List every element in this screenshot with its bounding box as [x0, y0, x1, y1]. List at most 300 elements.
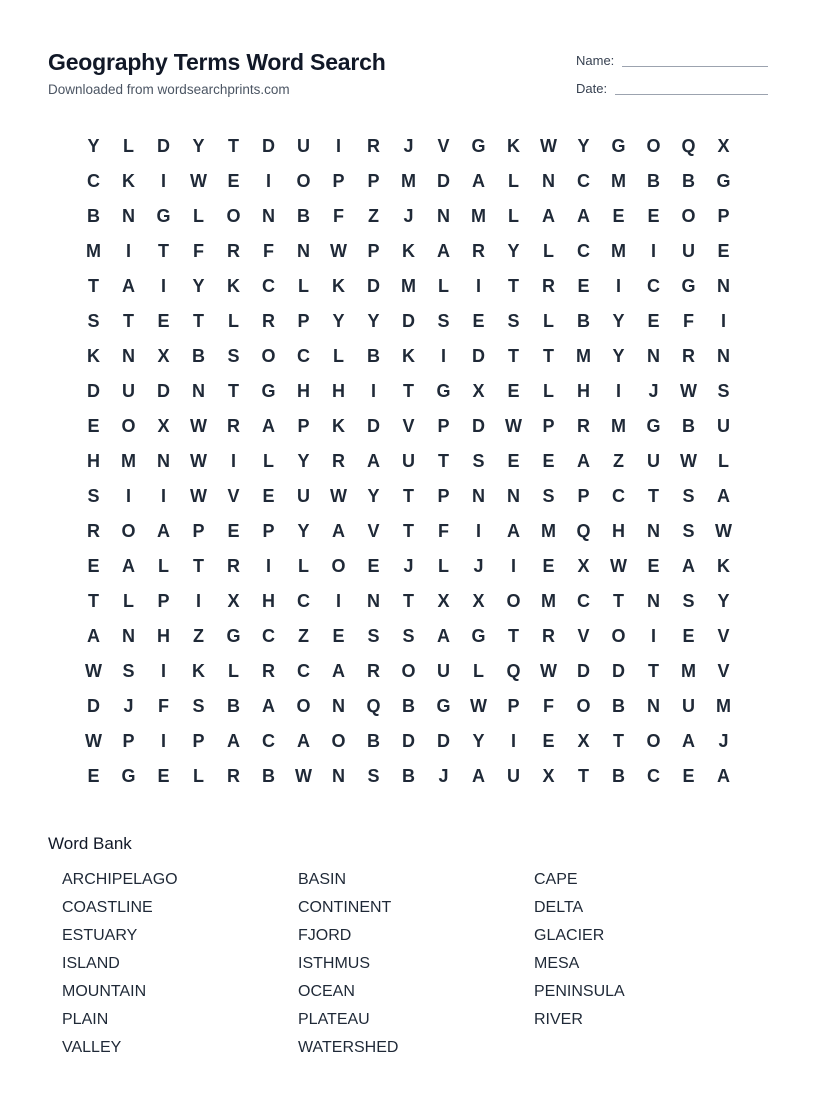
grid-cell[interactable]: P	[122, 731, 135, 751]
grid-cell[interactable]: O	[576, 696, 591, 716]
grid-cell[interactable]: D	[262, 136, 275, 156]
grid-cell[interactable]: I	[335, 136, 341, 156]
grid-cell[interactable]: D	[402, 731, 415, 751]
grid-cell[interactable]: L	[543, 381, 554, 401]
grid-cell[interactable]: E	[507, 451, 520, 471]
grid-cell[interactable]: V	[227, 486, 240, 506]
grid-cell[interactable]: S	[472, 451, 485, 471]
grid-cell[interactable]: T	[403, 591, 414, 611]
grid-cell[interactable]: L	[333, 346, 344, 366]
grid-cell[interactable]: U	[297, 486, 310, 506]
grid-cell[interactable]: P	[507, 696, 520, 716]
grid-cell[interactable]: D	[87, 381, 100, 401]
grid-cell[interactable]: E	[682, 626, 695, 646]
grid-cell[interactable]: B	[682, 171, 695, 191]
grid-cell[interactable]: I	[160, 486, 166, 506]
grid-cell[interactable]: Y	[472, 731, 485, 751]
grid-cell[interactable]: M	[86, 241, 101, 261]
grid-cell[interactable]: H	[577, 381, 590, 401]
grid-cell[interactable]: T	[123, 311, 134, 331]
grid-cell[interactable]: I	[125, 241, 131, 261]
grid-cell[interactable]: O	[506, 591, 521, 611]
grid-cell[interactable]: W	[680, 451, 697, 471]
grid-cell[interactable]: F	[438, 521, 449, 541]
grid-cell[interactable]: W	[85, 731, 102, 751]
grid-cell[interactable]: N	[647, 346, 660, 366]
grid-cell[interactable]: G	[121, 766, 136, 786]
grid-cell[interactable]: Z	[193, 626, 204, 646]
grid-cell[interactable]: C	[87, 171, 100, 191]
grid-cell[interactable]: D	[577, 661, 590, 681]
grid-cell[interactable]: V	[367, 521, 380, 541]
grid-cell[interactable]: W	[715, 521, 732, 541]
grid-cell[interactable]: W	[680, 381, 697, 401]
grid-cell[interactable]: T	[88, 276, 99, 296]
grid-cell[interactable]: N	[647, 591, 660, 611]
grid-cell[interactable]: L	[298, 276, 309, 296]
grid-cell[interactable]: B	[262, 766, 275, 786]
grid-cell[interactable]: B	[297, 206, 310, 226]
grid-cell[interactable]: E	[262, 486, 275, 506]
grid-cell[interactable]: W	[505, 416, 522, 436]
grid-cell[interactable]: A	[227, 731, 240, 751]
grid-cell[interactable]: R	[227, 241, 240, 261]
grid-cell[interactable]: M	[681, 661, 696, 681]
grid-cell[interactable]: U	[122, 381, 135, 401]
grid-cell[interactable]: I	[615, 276, 621, 296]
grid-cell[interactable]: V	[437, 136, 450, 156]
grid-cell[interactable]: I	[650, 241, 656, 261]
grid-cell[interactable]: G	[436, 381, 451, 401]
grid-cell[interactable]: O	[611, 626, 626, 646]
grid-cell[interactable]: I	[265, 556, 271, 576]
grid-cell[interactable]: S	[402, 626, 415, 646]
grid-cell[interactable]: C	[297, 591, 310, 611]
grid-cell[interactable]: C	[577, 241, 590, 261]
grid-cell[interactable]: B	[577, 311, 590, 331]
grid-cell[interactable]: T	[578, 766, 589, 786]
grid-cell[interactable]: N	[122, 626, 135, 646]
grid-cell[interactable]: A	[577, 206, 590, 226]
grid-cell[interactable]: A	[472, 766, 485, 786]
grid-cell[interactable]: N	[717, 276, 730, 296]
grid-cell[interactable]: E	[87, 556, 100, 576]
grid-cell[interactable]: G	[471, 136, 486, 156]
grid-cell[interactable]: C	[647, 276, 660, 296]
grid-cell[interactable]: P	[437, 416, 450, 436]
grid-cell[interactable]: T	[88, 591, 99, 611]
grid-cell[interactable]: G	[261, 381, 276, 401]
grid-cell[interactable]: R	[262, 661, 275, 681]
grid-cell[interactable]: U	[402, 451, 415, 471]
grid-cell[interactable]: E	[87, 416, 100, 436]
grid-cell[interactable]: N	[157, 451, 170, 471]
grid-cell[interactable]: F	[543, 696, 554, 716]
grid-cell[interactable]: K	[507, 136, 520, 156]
grid-cell[interactable]: I	[160, 661, 166, 681]
grid-cell[interactable]: A	[332, 521, 345, 541]
date-line[interactable]	[615, 94, 768, 95]
grid-cell[interactable]: Y	[612, 311, 625, 331]
grid-cell[interactable]: A	[262, 416, 275, 436]
grid-cell[interactable]: T	[403, 486, 414, 506]
grid-cell[interactable]: M	[576, 346, 591, 366]
grid-cell[interactable]: N	[297, 241, 310, 261]
grid-cell[interactable]: T	[508, 346, 519, 366]
grid-cell[interactable]: L	[508, 171, 519, 191]
grid-cell[interactable]: U	[437, 661, 450, 681]
grid-cell[interactable]: L	[543, 241, 554, 261]
grid-cell[interactable]: L	[123, 591, 134, 611]
grid-cell[interactable]: A	[682, 556, 695, 576]
grid-cell[interactable]: L	[508, 206, 519, 226]
grid-cell[interactable]: C	[577, 591, 590, 611]
grid-cell[interactable]: U	[682, 241, 695, 261]
grid-cell[interactable]: I	[440, 346, 446, 366]
grid-cell[interactable]: N	[542, 171, 555, 191]
grid-cell[interactable]: T	[228, 381, 239, 401]
grid-cell[interactable]: Y	[297, 451, 310, 471]
grid-cell[interactable]: R	[227, 766, 240, 786]
grid-cell[interactable]: Y	[367, 486, 380, 506]
grid-cell[interactable]: D	[367, 416, 380, 436]
grid-cell[interactable]: Y	[367, 311, 380, 331]
grid-cell[interactable]: G	[471, 626, 486, 646]
grid-cell[interactable]: P	[262, 521, 275, 541]
grid-cell[interactable]: T	[508, 626, 519, 646]
grid-cell[interactable]: W	[610, 556, 627, 576]
grid-cell[interactable]: C	[297, 661, 310, 681]
grid-cell[interactable]: M	[611, 241, 626, 261]
grid-cell[interactable]: R	[87, 521, 100, 541]
grid-cell[interactable]: L	[158, 556, 169, 576]
grid-cell[interactable]: N	[647, 521, 660, 541]
grid-cell[interactable]: T	[403, 381, 414, 401]
grid-cell[interactable]: O	[121, 521, 136, 541]
grid-cell[interactable]: E	[717, 241, 730, 261]
grid-cell[interactable]: K	[332, 276, 345, 296]
grid-cell[interactable]: N	[192, 381, 205, 401]
grid-cell[interactable]: O	[681, 206, 696, 226]
grid-cell[interactable]: T	[613, 591, 624, 611]
grid-cell[interactable]: B	[367, 731, 380, 751]
grid-cell[interactable]: H	[612, 521, 625, 541]
grid-cell[interactable]: D	[437, 171, 450, 191]
grid-cell[interactable]: C	[612, 486, 625, 506]
grid-cell[interactable]: R	[367, 661, 380, 681]
grid-cell[interactable]: X	[577, 556, 590, 576]
grid-cell[interactable]: A	[542, 206, 555, 226]
grid-cell[interactable]: O	[226, 206, 241, 226]
grid-cell[interactable]: S	[717, 381, 730, 401]
grid-cell[interactable]: P	[367, 241, 380, 261]
grid-cell[interactable]: O	[296, 171, 311, 191]
grid-cell[interactable]: W	[190, 416, 207, 436]
grid-cell[interactable]: A	[472, 171, 485, 191]
grid-cell[interactable]: F	[333, 206, 344, 226]
grid-cell[interactable]: V	[717, 626, 730, 646]
grid-cell[interactable]: E	[612, 206, 625, 226]
grid-cell[interactable]: W	[540, 136, 557, 156]
grid-cell[interactable]: D	[472, 416, 485, 436]
grid-cell[interactable]: J	[438, 766, 449, 786]
grid-cell[interactable]: L	[193, 206, 204, 226]
grid-cell[interactable]: I	[160, 731, 166, 751]
grid-cell[interactable]: T	[403, 521, 414, 541]
grid-cell[interactable]: D	[157, 136, 170, 156]
grid-cell[interactable]: S	[87, 486, 100, 506]
grid-cell[interactable]: B	[367, 346, 380, 366]
grid-cell[interactable]: F	[193, 241, 204, 261]
grid-cell[interactable]: L	[123, 136, 134, 156]
grid-cell[interactable]: A	[262, 696, 275, 716]
grid-cell[interactable]: T	[648, 661, 659, 681]
grid-cell[interactable]: W	[330, 241, 347, 261]
grid-cell[interactable]: W	[190, 486, 207, 506]
grid-cell[interactable]: X	[577, 731, 590, 751]
grid-cell[interactable]: W	[330, 486, 347, 506]
grid-cell[interactable]: S	[507, 311, 520, 331]
grid-cell[interactable]: S	[227, 346, 240, 366]
grid-cell[interactable]: C	[647, 766, 660, 786]
grid-cell[interactable]: Q	[576, 521, 591, 541]
grid-cell[interactable]: U	[647, 451, 660, 471]
grid-cell[interactable]: M	[471, 206, 486, 226]
grid-cell[interactable]: G	[156, 206, 171, 226]
grid-cell[interactable]: N	[717, 346, 730, 366]
grid-cell[interactable]: R	[542, 626, 555, 646]
grid-cell[interactable]: I	[125, 486, 131, 506]
grid-cell[interactable]: O	[646, 136, 661, 156]
grid-cell[interactable]: N	[262, 206, 275, 226]
grid-cell[interactable]: N	[472, 486, 485, 506]
grid-cell[interactable]: T	[508, 276, 519, 296]
grid-cell[interactable]: A	[682, 731, 695, 751]
grid-cell[interactable]: L	[298, 556, 309, 576]
grid-cell[interactable]: O	[331, 731, 346, 751]
grid-cell[interactable]: R	[472, 241, 485, 261]
grid-cell[interactable]: Z	[368, 206, 379, 226]
grid-cell[interactable]: M	[716, 696, 731, 716]
grid-cell[interactable]: T	[228, 136, 239, 156]
grid-cell[interactable]: I	[510, 556, 516, 576]
grid-cell[interactable]: N	[122, 346, 135, 366]
grid-cell[interactable]: X	[542, 766, 555, 786]
grid-cell[interactable]: L	[228, 661, 239, 681]
grid-cell[interactable]: E	[647, 206, 660, 226]
grid-cell[interactable]: U	[507, 766, 520, 786]
grid-cell[interactable]: P	[577, 486, 590, 506]
grid-cell[interactable]: S	[542, 486, 555, 506]
grid-cell[interactable]: D	[472, 346, 485, 366]
grid-cell[interactable]: S	[192, 696, 205, 716]
grid-cell[interactable]: B	[402, 696, 415, 716]
grid-cell[interactable]: B	[87, 206, 100, 226]
grid-cell[interactable]: L	[473, 661, 484, 681]
grid-cell[interactable]: R	[367, 136, 380, 156]
grid-cell[interactable]: E	[227, 521, 240, 541]
grid-cell[interactable]: K	[332, 416, 345, 436]
grid-cell[interactable]: J	[403, 556, 414, 576]
grid-cell[interactable]: W	[190, 171, 207, 191]
grid-cell[interactable]: I	[510, 731, 516, 751]
grid-cell[interactable]: E	[682, 766, 695, 786]
grid-cell[interactable]: U	[682, 696, 695, 716]
grid-cell[interactable]: E	[507, 381, 520, 401]
grid-cell[interactable]: L	[193, 766, 204, 786]
grid-cell[interactable]: G	[646, 416, 661, 436]
grid-cell[interactable]: A	[332, 661, 345, 681]
grid-cell[interactable]: Y	[87, 136, 100, 156]
grid-cell[interactable]: O	[261, 346, 276, 366]
grid-cell[interactable]: Y	[192, 276, 205, 296]
grid-cell[interactable]: F	[683, 311, 694, 331]
grid-cell[interactable]: I	[475, 276, 481, 296]
grid-cell[interactable]: E	[367, 556, 380, 576]
grid-cell[interactable]: T	[158, 241, 169, 261]
grid-cell[interactable]: G	[681, 276, 696, 296]
grid-cell[interactable]: E	[227, 171, 240, 191]
grid-cell[interactable]: H	[332, 381, 345, 401]
grid-cell[interactable]: M	[401, 276, 416, 296]
grid-cell[interactable]: X	[157, 346, 170, 366]
grid-cell[interactable]: A	[577, 451, 590, 471]
grid-cell[interactable]: J	[403, 136, 414, 156]
grid-cell[interactable]: I	[720, 311, 726, 331]
grid-cell[interactable]: C	[297, 346, 310, 366]
grid-cell[interactable]: X	[437, 591, 450, 611]
grid-cell[interactable]: K	[227, 276, 240, 296]
date-field[interactable]	[576, 77, 768, 97]
grid-cell[interactable]: S	[682, 521, 695, 541]
grid-cell[interactable]: A	[157, 521, 170, 541]
grid-cell[interactable]: P	[297, 416, 310, 436]
grid-cell[interactable]: X	[472, 381, 485, 401]
grid-cell[interactable]: T	[193, 556, 204, 576]
grid-cell[interactable]: A	[507, 521, 520, 541]
grid-cell[interactable]: A	[437, 626, 450, 646]
grid-cell[interactable]: A	[122, 276, 135, 296]
grid-cell[interactable]: N	[332, 766, 345, 786]
grid-cell[interactable]: B	[682, 416, 695, 436]
grid-cell[interactable]: P	[367, 171, 380, 191]
grid-cell[interactable]: Y	[577, 136, 590, 156]
grid-cell[interactable]: K	[402, 346, 415, 366]
grid-cell[interactable]: O	[296, 696, 311, 716]
grid-cell[interactable]: Q	[366, 696, 381, 716]
grid-cell[interactable]: I	[650, 626, 656, 646]
grid-cell[interactable]: J	[473, 556, 484, 576]
grid-cell[interactable]: N	[367, 591, 380, 611]
grid-cell[interactable]: V	[577, 626, 590, 646]
grid-cell[interactable]: G	[611, 136, 626, 156]
grid-cell[interactable]: S	[367, 626, 380, 646]
grid-cell[interactable]: S	[87, 311, 100, 331]
grid-cell[interactable]: S	[682, 486, 695, 506]
grid-cell[interactable]: B	[227, 696, 240, 716]
grid-cell[interactable]: M	[611, 416, 626, 436]
grid-cell[interactable]: I	[195, 591, 201, 611]
grid-cell[interactable]: N	[507, 486, 520, 506]
grid-cell[interactable]: E	[647, 556, 660, 576]
grid-cell[interactable]: N	[332, 696, 345, 716]
grid-cell[interactable]: Z	[613, 451, 624, 471]
grid-cell[interactable]: T	[543, 346, 554, 366]
grid-cell[interactable]: R	[332, 451, 345, 471]
grid-cell[interactable]: E	[542, 556, 555, 576]
grid-cell[interactable]: I	[265, 171, 271, 191]
grid-cell[interactable]: D	[402, 311, 415, 331]
grid-cell[interactable]: T	[613, 731, 624, 751]
grid-cell[interactable]: U	[717, 416, 730, 436]
grid-cell[interactable]: E	[157, 311, 170, 331]
grid-cell[interactable]: B	[402, 766, 415, 786]
grid-cell[interactable]: A	[717, 486, 730, 506]
grid-cell[interactable]: P	[717, 206, 730, 226]
grid-cell[interactable]: R	[577, 416, 590, 436]
grid-cell[interactable]: D	[367, 276, 380, 296]
grid-cell[interactable]: M	[541, 591, 556, 611]
grid-cell[interactable]: P	[437, 486, 450, 506]
grid-cell[interactable]: J	[648, 381, 659, 401]
grid-cell[interactable]: M	[121, 451, 136, 471]
grid-cell[interactable]: H	[157, 626, 170, 646]
grid-cell[interactable]: W	[295, 766, 312, 786]
grid-cell[interactable]: E	[542, 451, 555, 471]
grid-cell[interactable]: B	[612, 696, 625, 716]
grid-cell[interactable]: F	[263, 241, 274, 261]
grid-cell[interactable]: Y	[507, 241, 520, 261]
grid-cell[interactable]: P	[192, 731, 205, 751]
grid-cell[interactable]: W	[85, 661, 102, 681]
grid-cell[interactable]: H	[87, 451, 100, 471]
grid-cell[interactable]: N	[122, 206, 135, 226]
grid-cell[interactable]: B	[647, 171, 660, 191]
grid-cell[interactable]: X	[227, 591, 240, 611]
grid-cell[interactable]: P	[192, 521, 205, 541]
grid-cell[interactable]: M	[611, 171, 626, 191]
grid-cell[interactable]: R	[227, 556, 240, 576]
grid-cell[interactable]: Y	[192, 136, 205, 156]
grid-cell[interactable]: O	[331, 556, 346, 576]
grid-cell[interactable]: W	[190, 451, 207, 471]
grid-cell[interactable]: Y	[717, 591, 730, 611]
grid-cell[interactable]: A	[87, 626, 100, 646]
grid-cell[interactable]: O	[401, 661, 416, 681]
grid-cell[interactable]: C	[262, 626, 275, 646]
grid-cell[interactable]: E	[472, 311, 485, 331]
name-field[interactable]	[576, 49, 768, 69]
grid-cell[interactable]: K	[87, 346, 100, 366]
grid-cell[interactable]: E	[647, 311, 660, 331]
grid-cell[interactable]: W	[540, 661, 557, 681]
grid-cell[interactable]: Y	[332, 311, 345, 331]
grid-cell[interactable]: A	[717, 766, 730, 786]
grid-cell[interactable]: I	[475, 521, 481, 541]
grid-cell[interactable]: H	[262, 591, 275, 611]
grid-cell[interactable]: A	[437, 241, 450, 261]
grid-cell[interactable]: S	[122, 661, 135, 681]
grid-cell[interactable]: D	[612, 661, 625, 681]
grid-cell[interactable]: E	[577, 276, 590, 296]
letter-grid[interactable]	[76, 129, 741, 794]
grid-cell[interactable]: L	[438, 276, 449, 296]
grid-cell[interactable]: U	[297, 136, 310, 156]
grid-cell[interactable]: Z	[298, 626, 309, 646]
grid-cell[interactable]: I	[230, 451, 236, 471]
grid-cell[interactable]: G	[436, 696, 451, 716]
grid-cell[interactable]: B	[612, 766, 625, 786]
